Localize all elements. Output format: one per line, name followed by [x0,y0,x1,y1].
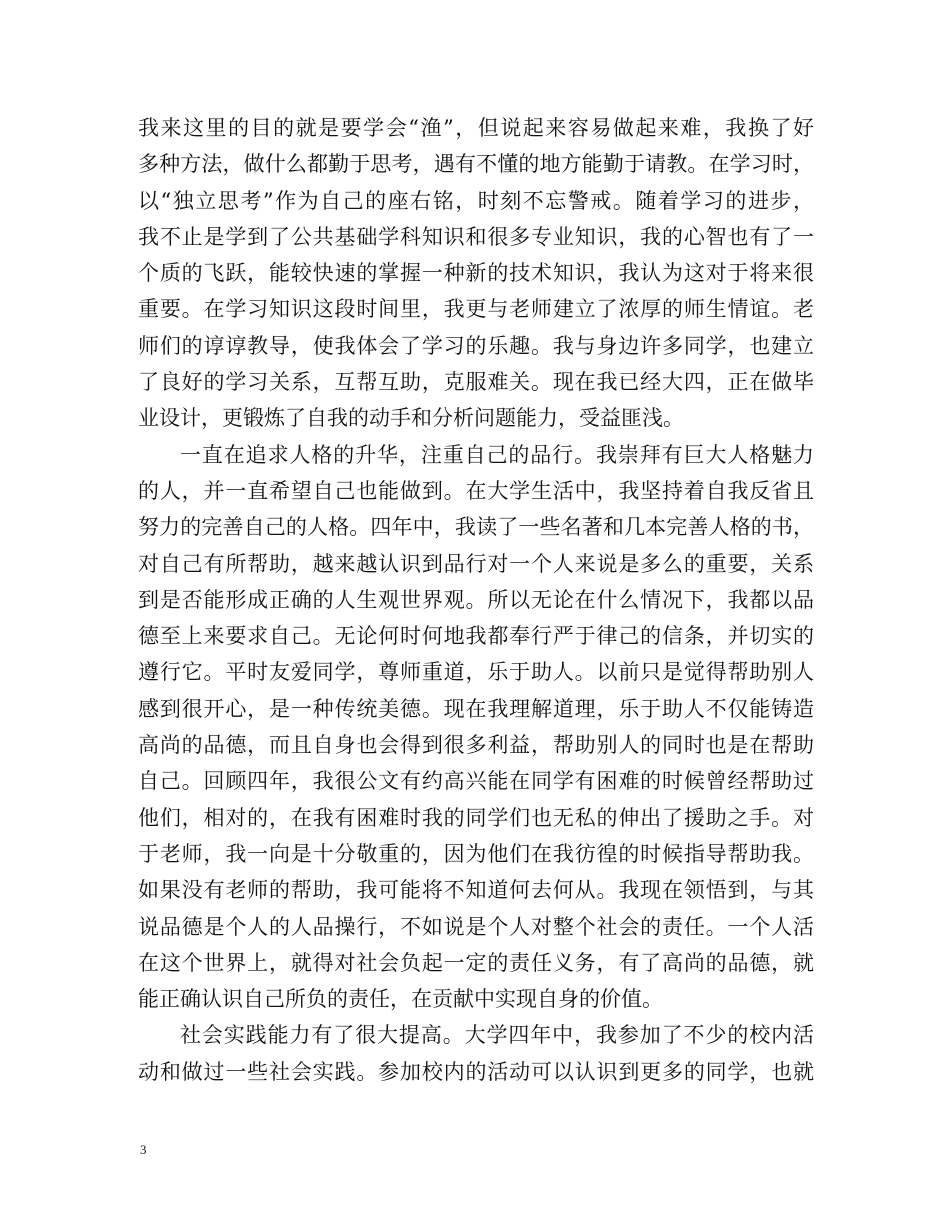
body-text [138,110,814,1090]
text-line: 到是否能形成正确的人生观世界观。所以无论在什么情况下，我都以品 [138,587,814,612]
text-line: 感到很开心，是一种传统美德。现在我理解道理，乐于助人不仅能铸造 [138,696,814,721]
text-line: 高尚的品德，而且自身也会得到很多利益，帮助别人的同时也是在帮助 [138,733,814,758]
text-line: 以“独立思考”作为自己的座右铭，时刻不忘警戒。随着学习的进步， [138,188,814,213]
text-line: 多种方法，做什么都勤于思考，遇有不懂的地方能勤于请教。在学习时， [138,152,814,177]
page-number: 3 [140,1142,147,1157]
text-line: 重要。在学习知识这段时间里，我更与老师建立了浓厚的师生情谊。老 [138,297,814,322]
text-line: 能正确认识自己所负的责任，在贡献中实现自身的价值。 [138,987,663,1012]
text-line: 业设计，更锻炼了自我的动手和分析问题能力，受益匪浅。 [138,406,684,431]
text-line: 我不止是学到了公共基础学科知识和很多专业知识，我的心智也有了一 [138,224,814,249]
text-line: 在这个世界上，就得对社会负起一定的责任义务，有了高尚的品德，就 [138,950,814,975]
text-line: 对自己有所帮助，越来越认识到品行对一个人来说是多么的重要，关系 [138,551,814,576]
text-line: 他们，相对的，在我有困难时我的同学们也无私的伸出了援助之手。对 [138,805,814,830]
text-line: 个质的飞跃，能较快速的掌握一种新的技术知识，我认为这对于将来很 [138,261,814,286]
text-line: 我来这里的目的就是要学会“渔”，但说起来容易做起来难，我换了好 [138,116,814,140]
paragraph-first-line: 一直在追求人格的升华，注重自己的品行。我崇拜有巨大人格魅力 [180,442,814,467]
text-line: 了良好的学习关系，互帮互助，克服难关。现在我已经大四，正在做毕 [138,370,814,395]
text-line: 于老师，我一向是十分敬重的，因为他们在我彷徨的时候指导帮助我。 [138,841,814,866]
text-line: 努力的完善自己的人格。四年中，我读了一些名著和几本完善人格的书， [138,515,814,540]
text-line: 自己。回顾四年，我很公文有约高兴能在同学有困难的时候曾经帮助过 [138,769,814,794]
text-line: 动和做过一些社会实践。参加校内的活动可以认识到更多的同学，也就 [138,1059,814,1084]
text-line: 说品德是个人的人品操行，不如说是个人对整个社会的责任。一个人活 [138,914,814,939]
text-line: 的人，并一直希望自己也能做到。在大学生活中，我坚持着自我反省且 [138,478,814,503]
text-line: 遵行它。平时友爱同学，尊师重道，乐于助人。以前只是觉得帮助别人 [138,660,814,685]
text-line: 德至上来要求自己。无论何时何地我都奉行严于律己的信条，并切实的 [138,624,814,649]
text-line: 师们的谆谆教导，使我体会了学习的乐趣。我与身边许多同学，也建立 [138,333,814,358]
paragraph-first-line: 社会实践能力有了很大提高。大学四年中，我参加了不少的校内活 [180,1023,814,1048]
text-line: 如果没有老师的帮助，我可能将不知道何去何从。我现在领悟到，与其 [138,878,814,903]
